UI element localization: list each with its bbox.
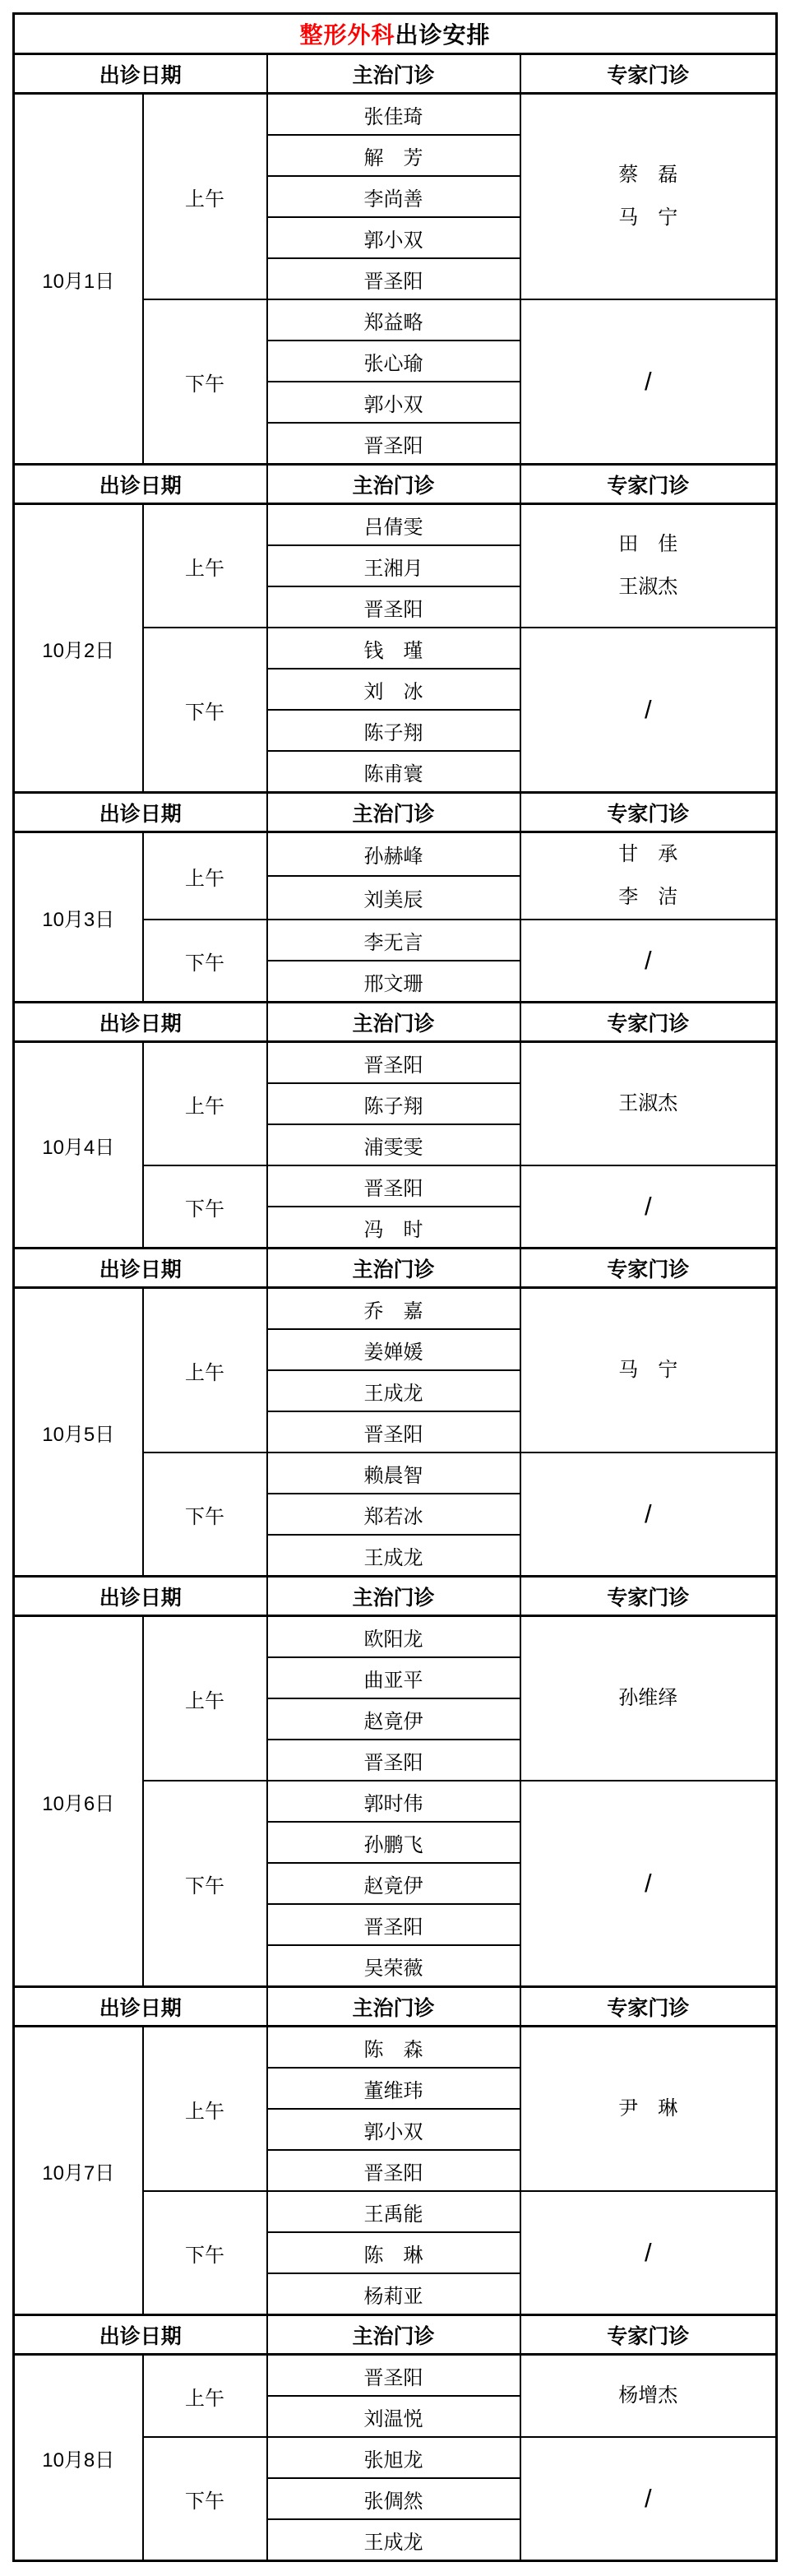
no-expert-slash: / [644, 2484, 652, 2513]
doctor-name-cell: 郭小双 [267, 2109, 520, 2150]
time-cell: 下午 [143, 920, 267, 1003]
expert-name: 尹 琳 [618, 2097, 678, 2120]
column-header-row [14, 54, 777, 94]
no-expert-slash: / [644, 1499, 652, 1528]
doctor-name-cell: 晋圣阳 [267, 1411, 520, 1452]
doctor-name-cell: 冯 时 [267, 1207, 520, 1249]
no-expert-slash: / [644, 695, 652, 724]
doctor-row [14, 94, 777, 136]
time-cell: 下午 [143, 628, 267, 793]
doctor-name-cell: 刘美辰 [267, 876, 520, 920]
time-cell: 上午 [143, 1616, 267, 1781]
header-cell-attending: 主治门诊 [267, 1249, 520, 1288]
time-cell: 上午 [143, 2027, 267, 2192]
doctor-name-cell: 孙赫峰 [267, 832, 520, 877]
doctor-name-cell: 陈甫寰 [267, 751, 520, 793]
doctor-name-cell: 邢文珊 [267, 961, 520, 1003]
doctor-name-cell: 陈子翔 [267, 710, 520, 751]
doctor-name-cell: 李尚善 [267, 176, 520, 217]
expert-cell [520, 920, 777, 1003]
time-cell: 下午 [143, 299, 267, 465]
doctor-name-cell: 晋圣阳 [267, 2150, 520, 2191]
doctor-name-cell: 陈 琳 [267, 2232, 520, 2273]
header-cell-date: 出诊日期 [14, 54, 267, 94]
doctor-name-cell: 欧阳龙 [267, 1616, 520, 1658]
doctor-row [14, 1288, 777, 1330]
doctor-name-cell: 陈 森 [267, 2027, 520, 2069]
doctor-name-cell: 晋圣阳 [267, 423, 520, 465]
header-cell-attending: 主治门诊 [267, 465, 520, 504]
doctor-name-cell: 晋圣阳 [267, 1740, 520, 1781]
expert-cell [520, 1616, 777, 1781]
expert-name: 杨增杰 [618, 2384, 678, 2407]
expert-cell [520, 2191, 777, 2315]
no-expert-slash: / [644, 2238, 652, 2267]
expert-name: 马 宁 [618, 1359, 678, 1381]
doctor-name-cell: 晋圣阳 [267, 586, 520, 628]
expert-cell [520, 1452, 777, 1577]
time-cell: 上午 [143, 504, 267, 628]
doctor-row [14, 1616, 777, 1658]
no-expert-slash: / [644, 946, 652, 975]
header-cell-expert: 专家门诊 [520, 1249, 777, 1288]
doctor-name-cell: 张心瑜 [267, 341, 520, 382]
date-cell: 10月1日 [14, 94, 143, 465]
doctor-name-cell: 王成龙 [267, 1535, 520, 1577]
column-header-row [14, 1249, 777, 1288]
expert-name: 孙维绎 [618, 1687, 678, 1709]
expert-name: 李 洁 [618, 886, 678, 908]
expert-cell [520, 94, 777, 300]
expert-name: 甘 承 [618, 843, 678, 865]
expert-cell [520, 504, 777, 628]
expert-cell [520, 1165, 777, 1249]
doctor-name-cell: 王湘月 [267, 545, 520, 586]
header-cell-date: 出诊日期 [14, 2315, 267, 2355]
header-cell-expert: 专家门诊 [520, 54, 777, 94]
doctor-name-cell: 王禹能 [267, 2191, 520, 2232]
expert-cell [520, 299, 777, 465]
expert-name: 王淑杰 [618, 576, 678, 598]
doctor-name-cell: 晋圣阳 [267, 2355, 520, 2397]
column-header-row [14, 2315, 777, 2355]
expert-cell [520, 2027, 777, 2192]
column-header-row [14, 465, 777, 504]
header-cell-expert: 专家门诊 [520, 1003, 777, 1042]
title-row [14, 14, 777, 54]
doctor-name-cell: 张旭龙 [267, 2437, 520, 2478]
header-cell-expert: 专家门诊 [520, 465, 777, 504]
doctor-name-cell: 郭小双 [267, 217, 520, 258]
doctor-name-cell: 钱 瑾 [267, 628, 520, 669]
doctor-name-cell: 曲亚平 [267, 1657, 520, 1698]
header-cell-date: 出诊日期 [14, 1577, 267, 1616]
column-header-row [14, 1577, 777, 1616]
time-cell: 下午 [143, 2437, 267, 2561]
doctor-name-cell: 赖晨智 [267, 1452, 520, 1494]
date-cell: 10月8日 [14, 2355, 143, 2561]
header-cell-expert: 专家门诊 [520, 793, 777, 832]
doctor-row [14, 2355, 777, 2397]
header-cell-attending: 主治门诊 [267, 2315, 520, 2355]
date-cell: 10月6日 [14, 1616, 143, 1987]
doctor-name-cell: 杨莉亚 [267, 2273, 520, 2315]
doctor-name-cell: 乔 嘉 [267, 1288, 520, 1330]
date-cell: 10月3日 [14, 832, 143, 1003]
expert-name: 蔡 磊 [618, 164, 678, 186]
page-title [14, 14, 777, 54]
doctor-name-cell: 刘温悦 [267, 2396, 520, 2437]
expert-cell [520, 1042, 777, 1166]
doctor-name-cell: 姜婵媛 [267, 1329, 520, 1370]
doctor-name-cell: 刘 冰 [267, 669, 520, 710]
doctor-name-cell: 张佳琦 [267, 94, 520, 136]
expert-name: 田 佳 [618, 533, 678, 555]
doctor-name-cell: 解 芳 [267, 135, 520, 176]
header-cell-date: 出诊日期 [14, 465, 267, 504]
doctor-name-cell: 李无言 [267, 920, 520, 961]
header-cell-expert: 专家门诊 [520, 2315, 777, 2355]
header-cell-expert: 专家门诊 [520, 1577, 777, 1616]
doctor-row [14, 832, 777, 877]
date-cell: 10月2日 [14, 504, 143, 793]
no-expert-slash: / [644, 367, 652, 396]
doctor-row [14, 1042, 777, 1084]
doctor-row [14, 504, 777, 546]
expert-cell [520, 2437, 777, 2561]
time-cell: 下午 [143, 1165, 267, 1249]
expert-cell [520, 1781, 777, 1987]
header-cell-date: 出诊日期 [14, 1249, 267, 1288]
column-header-row [14, 1987, 777, 2027]
department-name: 整形外科 [299, 22, 395, 48]
time-cell: 上午 [143, 1042, 267, 1166]
doctor-row [14, 2027, 777, 2069]
time-cell: 上午 [143, 94, 267, 300]
header-cell-attending: 主治门诊 [267, 1987, 520, 2027]
header-cell-attending: 主治门诊 [267, 1003, 520, 1042]
doctor-name-cell: 郑益略 [267, 299, 520, 341]
date-cell: 10月7日 [14, 2027, 143, 2315]
time-cell: 上午 [143, 832, 267, 920]
header-cell-attending: 主治门诊 [267, 793, 520, 832]
doctor-name-cell: 晋圣阳 [267, 258, 520, 299]
header-cell-date: 出诊日期 [14, 1003, 267, 1042]
doctor-name-cell: 张倜然 [267, 2478, 520, 2519]
doctor-name-cell: 陈子翔 [267, 1083, 520, 1124]
time-cell: 下午 [143, 1452, 267, 1577]
header-cell-date: 出诊日期 [14, 793, 267, 832]
doctor-name-cell: 郑若冰 [267, 1494, 520, 1535]
date-cell: 10月5日 [14, 1288, 143, 1577]
doctor-name-cell: 赵竟伊 [267, 1863, 520, 1904]
expert-cell [520, 628, 777, 793]
expert-name: 马 宁 [618, 206, 678, 229]
column-header-row [14, 793, 777, 832]
doctor-name-cell: 浦雯雯 [267, 1124, 520, 1165]
no-expert-slash: / [644, 1869, 652, 1897]
doctor-name-cell: 赵竟伊 [267, 1698, 520, 1740]
expert-name: 王淑杰 [618, 1092, 678, 1114]
no-expert-slash: / [644, 1192, 652, 1221]
time-cell: 上午 [143, 2355, 267, 2438]
doctor-name-cell: 董维玮 [267, 2068, 520, 2109]
doctor-name-cell: 吴荣薇 [267, 1945, 520, 1987]
title-suffix: 出诊安排 [395, 22, 491, 48]
expert-cell [520, 832, 777, 920]
doctor-name-cell: 晋圣阳 [267, 1042, 520, 1084]
doctor-name-cell: 王成龙 [267, 1370, 520, 1411]
time-cell: 下午 [143, 2191, 267, 2315]
header-cell-date: 出诊日期 [14, 1987, 267, 2027]
doctor-name-cell: 郭时伟 [267, 1781, 520, 1822]
time-cell: 上午 [143, 1288, 267, 1453]
expert-cell [520, 2355, 777, 2438]
doctor-name-cell: 吕倩雯 [267, 504, 520, 546]
doctor-name-cell: 孙鹏飞 [267, 1822, 520, 1863]
column-header-row [14, 1003, 777, 1042]
header-cell-attending: 主治门诊 [267, 1577, 520, 1616]
doctor-name-cell: 郭小双 [267, 382, 520, 423]
schedule-table [12, 12, 778, 2562]
time-cell: 下午 [143, 1781, 267, 1987]
header-cell-attending: 主治门诊 [267, 54, 520, 94]
date-cell: 10月4日 [14, 1042, 143, 1249]
doctor-name-cell: 晋圣阳 [267, 1904, 520, 1945]
doctor-name-cell: 王成龙 [267, 2519, 520, 2561]
header-cell-expert: 专家门诊 [520, 1987, 777, 2027]
expert-cell [520, 1288, 777, 1453]
doctor-name-cell: 晋圣阳 [267, 1165, 520, 1207]
